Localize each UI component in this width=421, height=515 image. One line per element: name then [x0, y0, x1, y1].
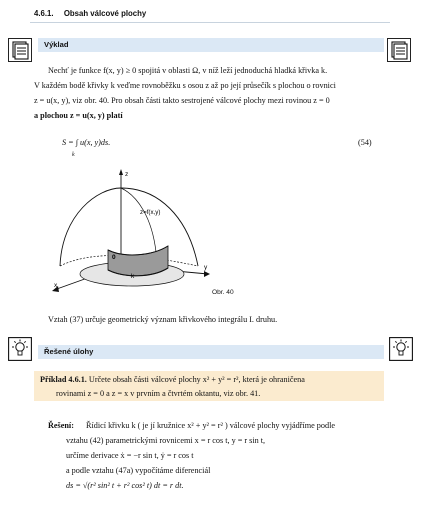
paragraph-line: z = u(x, y), viz obr. 40. Pro obsah části takto sestrojené válcové plochy mezi rovinou z = 0 — [34, 96, 330, 105]
paragraph-line: a plochou z = u(x, y) platí — [34, 111, 123, 120]
book-icon — [8, 38, 32, 62]
solution-line-1 — [48, 418, 408, 433]
surface-label: z=f(x,y) — [140, 209, 161, 216]
y-axis-label: y — [204, 264, 208, 271]
formula-number: (54) — [358, 138, 372, 147]
solution-text-1: Řídicí křivku k ( je jí kružnice x² + y² = r² ) válcové plochy vyjádříme podle — [86, 421, 335, 430]
solution-text-4: a podle vztahu (47a) vypočítáme diferenciál — [66, 466, 211, 475]
solution-text-5: ds = √(r² sin² t + r² cos² t) dt = r dt. — [66, 481, 184, 490]
book-icon — [387, 38, 411, 62]
x-axis-label: x — [54, 282, 58, 289]
solution-label: Řešení: — [48, 421, 74, 430]
dome-back — [121, 188, 156, 252]
section-heading — [34, 9, 146, 20]
figure-40 — [48, 166, 248, 300]
reseni-ulohy-label: Řešené úlohy — [44, 347, 94, 356]
vyklad-label: Výklad — [44, 40, 69, 49]
example-line-1 — [40, 374, 380, 385]
example-text-2: rovinami z = 0 a z = x v prvním a čtvrtém oktantu, viz obr. 41. — [56, 389, 261, 398]
z-axis-label: z — [125, 171, 129, 178]
formula-subscript: k — [72, 152, 75, 158]
figure-caption: Obr. 40 — [212, 289, 234, 296]
lightbulb-icon — [8, 337, 32, 361]
vyklad-paragraph — [34, 63, 390, 123]
lightbulb-icon — [389, 337, 413, 361]
solution-block — [48, 418, 408, 493]
formula-text: S = ∫ u(x, y)ds. — [62, 138, 111, 147]
after-figure-text: Vztah (37) určuje geometrický význam křivkového integrálu I. druhu. — [48, 315, 278, 324]
section-number: 4.6.1. — [34, 9, 54, 18]
z-arrow — [119, 169, 123, 175]
example-box — [34, 371, 384, 401]
dome-surface — [60, 188, 198, 266]
paragraph-line: Nechť je funkce f(x, y) ≥ 0 spojitá v oblasti Ω, v níž leží jednoduchá hladká křivka k. — [48, 66, 328, 75]
section-title: Obsah válcové plochy — [63, 9, 147, 18]
solution-text-2: vztahu (42) parametrickými rovnicemi x = r cos t, y = r sin t, — [66, 436, 266, 445]
curve-k-label: k — [131, 273, 135, 280]
header-rule — [30, 22, 390, 23]
example-text-1: Určete obsah části válcové plochy x² + y² = r², která je ohraničena — [88, 375, 305, 384]
origin-label: 0 — [112, 254, 116, 261]
formula — [62, 137, 110, 148]
example-title: Příklad 4.6.1. — [40, 375, 87, 384]
vyklad-bar — [38, 38, 384, 52]
reseni-ulohy-bar — [38, 345, 384, 359]
y-arrow — [204, 271, 210, 277]
paragraph-line: V každém bodě křivky k veďme rovnoběžku s osou z až po její průsečík s plochou o rovnici — [34, 81, 336, 90]
solution-text-3: určíme derivace ẋ = −r sin t, ẏ = r cos t — [66, 451, 194, 460]
